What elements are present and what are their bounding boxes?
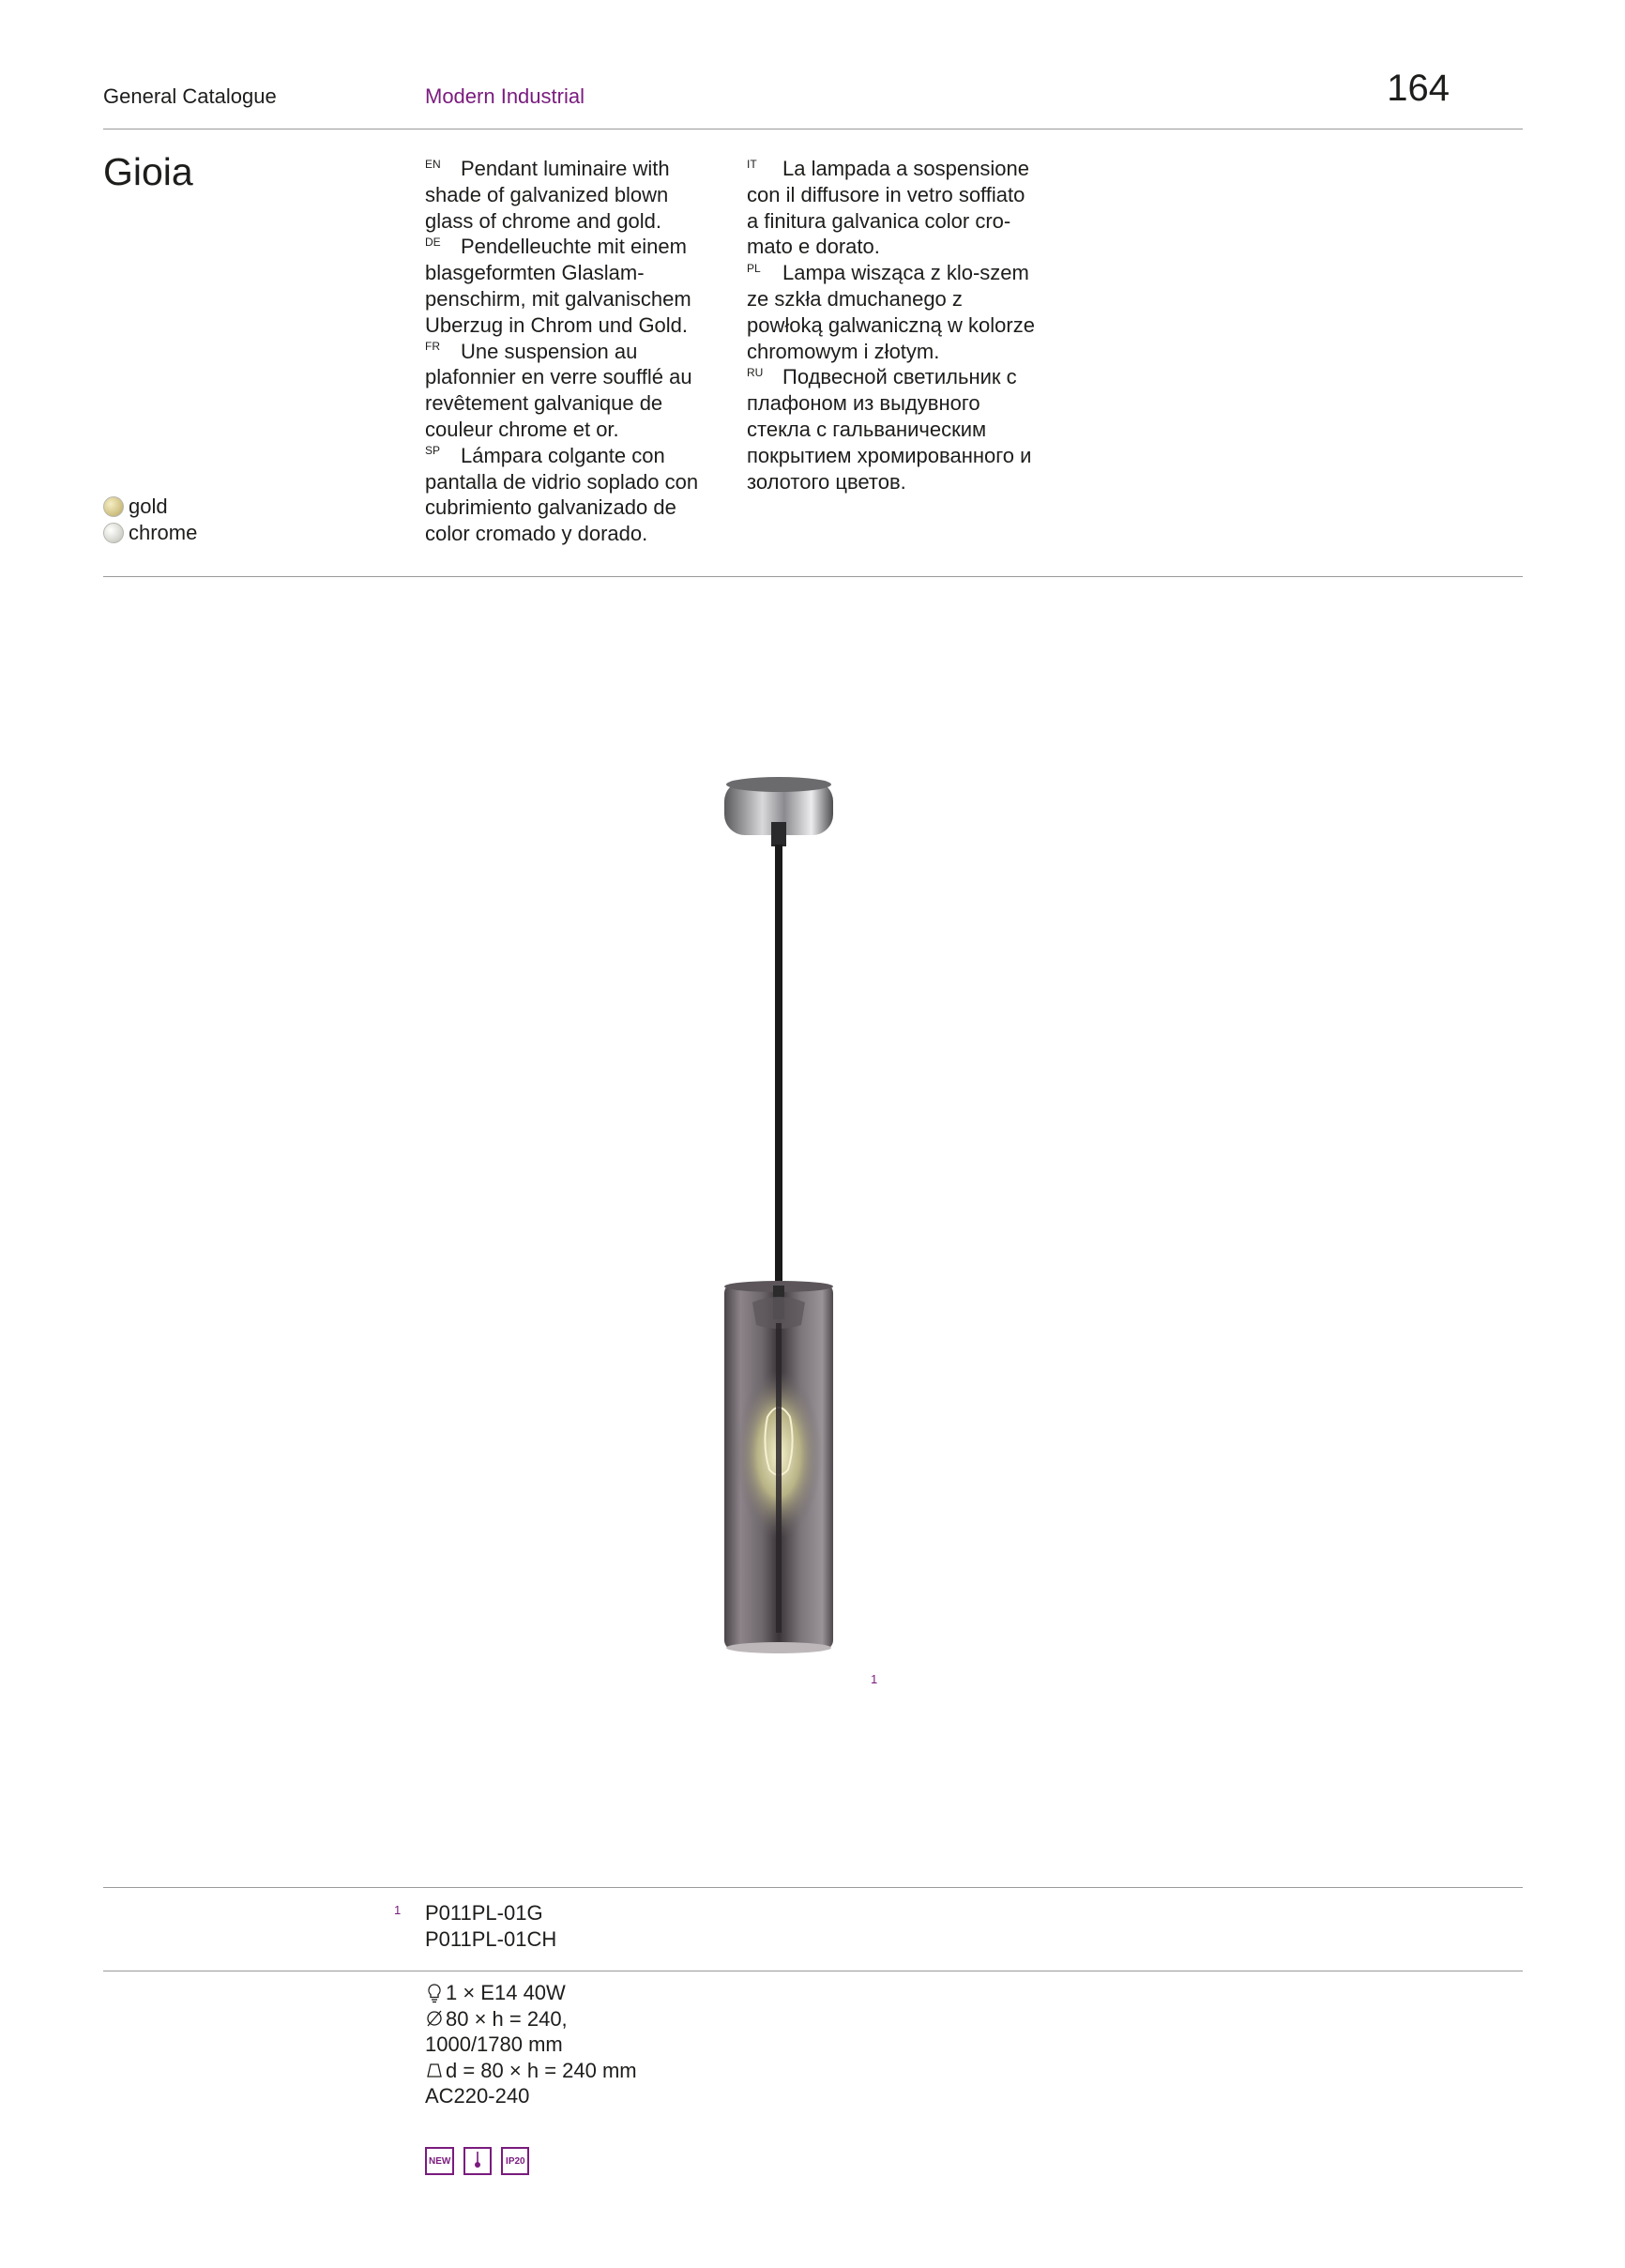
description-en-text: Pendant luminaire with shade of galvanized blown glass of chrome and gold.	[425, 157, 670, 233]
technical-specs	[425, 1980, 637, 2109]
new-badge: NEW	[425, 2147, 454, 2175]
spec-lamp-text: 1 × E14 40W	[446, 1981, 566, 2004]
spec-shade	[425, 2058, 637, 2084]
gold-swatch-icon	[103, 496, 124, 517]
description-fr: FR Une suspension au plafonnier en verre soufflé au revêtement galvanique de couleur chrome et or.	[425, 339, 692, 441]
finish-gold	[103, 495, 168, 519]
description-column-left	[425, 156, 716, 547]
description-sp: SP Lámpara colgante con pantalla de vidrio soplado con cubrimiento galvanizado de color cromado y dorado.	[425, 443, 699, 546]
feature-badges	[425, 2147, 529, 2175]
pendant-lamp-image	[685, 769, 873, 1661]
description-it-text: La lampada a sospensione con il diffusore in vetro soffiato a finitura galvanica color cro-mato e dorato.	[747, 157, 1029, 259]
diameter-icon	[425, 2008, 444, 2029]
page-number: 164	[1387, 68, 1450, 109]
model-code: P011PL-01G	[425, 1901, 543, 1925]
model-code: P011PL-01CH	[425, 1927, 557, 1951]
figure-number: 1	[871, 1672, 878, 1686]
section-name: Modern Industrial	[425, 84, 585, 108]
pendant-icon	[463, 2147, 492, 2175]
spec-cable-length: 1000/1780 mm	[425, 2032, 563, 2056]
description-en: EN Pendant luminaire with shade of galvanized blown glass of chrome and gold.	[425, 157, 670, 233]
spec-lamp	[425, 1980, 637, 2006]
description-de: DE Pendelleuchte mit einem blasgeformten Glaslam-penschirm, mit galvanischem Uberzug in Chrom und Gold.	[425, 235, 691, 337]
description-pl: PL Lampa wisząca z klo-szem ze szkła dmuchanego z powłoką galwaniczną w kolorze chromowym i złotym.	[747, 261, 1035, 363]
product-title: Gioia	[103, 150, 193, 193]
chrome-swatch-icon	[103, 523, 124, 543]
description-sp-text: Lámpara colgante con pantalla de vidrio soplado con cubrimiento galvanizado de color cromado y dorado.	[425, 443, 699, 546]
model-codes	[425, 1900, 556, 1953]
finish-chrome-label: chrome	[129, 521, 198, 544]
spec-dimensions-text: 80 × h = 240,	[446, 2006, 568, 2031]
description-divider	[103, 576, 1523, 577]
description-de-text: Pendelleuchte mit einem blasgeformten Glaslam-penschirm, mit galvanischem Uberzug in Chrom und Gold.	[425, 235, 691, 337]
description-column-right	[747, 156, 1038, 495]
ip-rating-badge: IP20	[501, 2147, 529, 2175]
finish-chrome	[103, 521, 197, 545]
model-reference-number: 1	[394, 1903, 402, 1917]
catalogue-name: General Catalogue	[103, 84, 277, 108]
description-ru-text: Подвесной светильник с плафоном из выдувного стекла с гальваническим покрытием хромированного и золотого цветов.	[747, 365, 1032, 494]
description-ru: RU Подвесной светильник с плафоном из выдувного стекла с гальваническим покрытием хромированного и золотого цветов.	[747, 365, 1032, 494]
spec-voltage: AC220-240	[425, 2084, 530, 2108]
spec-shade-text: d = 80 × h = 240 mm	[446, 2058, 637, 2082]
description-it: IT La lampada a sospensione con il diffusore in vetro soffiato a finitura galvanica color cro-mato e dorato.	[747, 157, 1029, 259]
spec-dimensions	[425, 2006, 637, 2032]
bulb-icon	[425, 1983, 444, 2003]
shade-icon	[425, 2060, 444, 2080]
models-divider	[103, 1887, 1523, 1888]
description-pl-text: Lampa wisząca z klo-szem ze szkła dmuchanego z powłoką galwaniczną w kolorze chromowym i złotym.	[747, 261, 1035, 363]
description-fr-text: Une suspension au plafonnier en verre soufflé au revêtement galvanique de couleur chrome et or.	[425, 339, 692, 441]
finish-gold-label: gold	[129, 495, 168, 518]
